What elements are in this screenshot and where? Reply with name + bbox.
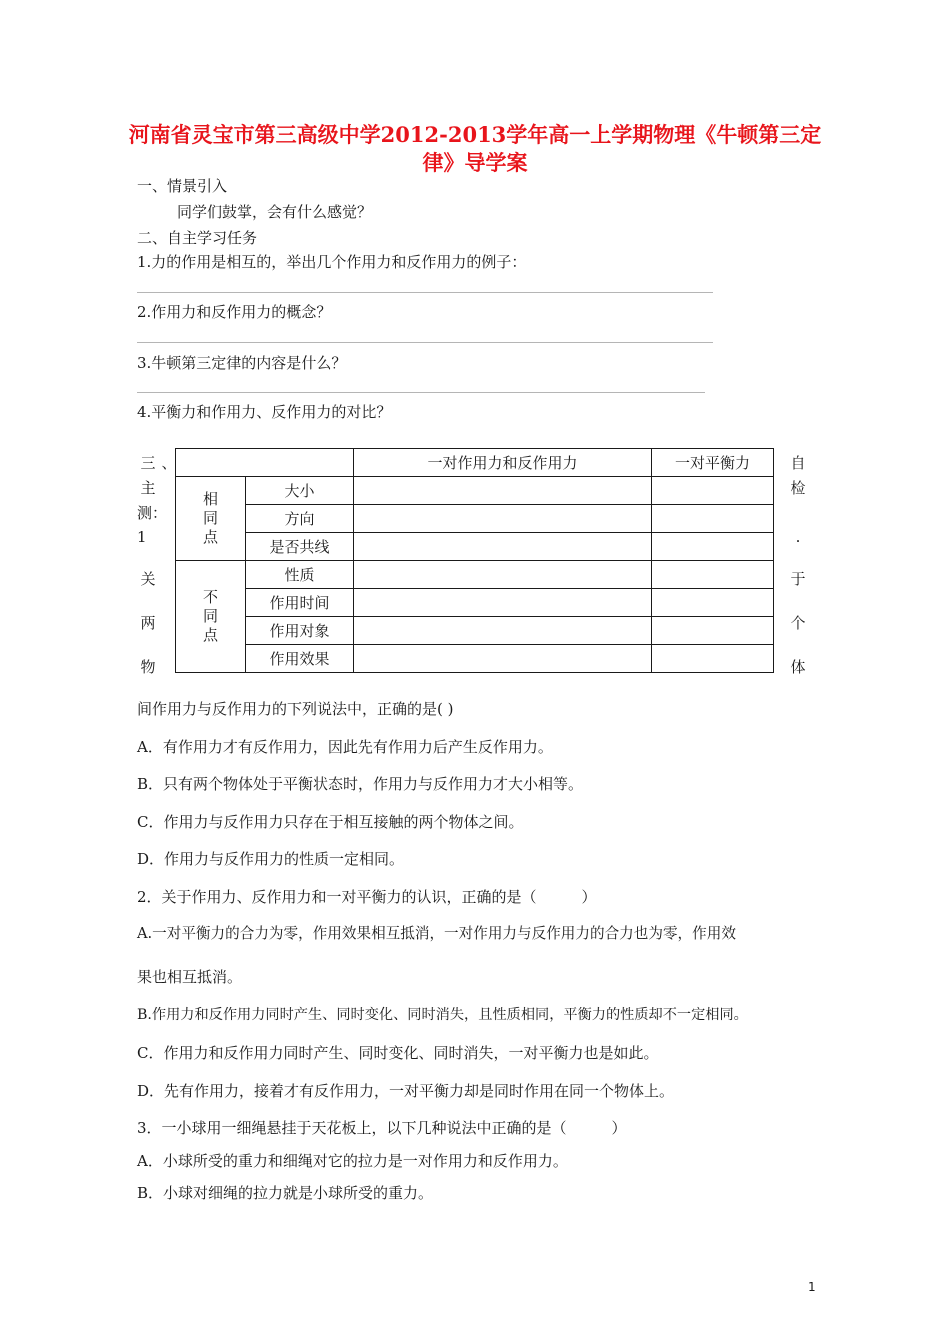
- option: A．小球所受的重力和细绳对它的拉力是一对作用力和反作用力。: [137, 1152, 568, 1170]
- option-continuation: 果也相互抵消。: [137, 968, 243, 986]
- option: B.作用力和反作用力同时产生、同时变化、同时消失，且性质相同，平衡力的性质却不一定相同。: [137, 1007, 748, 1023]
- side-char: 个: [790, 614, 806, 632]
- table-row: [176, 505, 774, 533]
- table-row: [176, 645, 774, 673]
- table-cell: [652, 645, 774, 673]
- option: A.一对平衡力的合力为零，作用效果相互抵消，一对作用力与反作用力的合力也为零，作用效: [137, 925, 736, 942]
- question-3-stem: 3．一小球用一细绳悬挂于天花板上，以下几种说法中正确的是（ ）: [137, 1119, 627, 1137]
- answer-line: [137, 342, 713, 343]
- side-char: 两: [140, 614, 156, 632]
- table-row: [176, 561, 774, 589]
- table-row: [176, 533, 774, 561]
- option: A．有作用力才有反作用力，因此先有作用力后产生反作用力。: [137, 738, 553, 756]
- table-header-cell: 一对平衡力: [652, 449, 774, 477]
- table-cell: [652, 589, 774, 617]
- table-header-cell: 一对作用力和反作用力: [354, 449, 652, 477]
- table-cell: [652, 533, 774, 561]
- option: C．作用力和反作用力同时产生、同时变化、同时消失，一对平衡力也是如此。: [137, 1044, 659, 1062]
- side-char: 三: [140, 454, 156, 472]
- row-label: 作用对象: [246, 617, 354, 645]
- group-same-label: 相同点: [203, 490, 219, 546]
- table-cell: [354, 617, 652, 645]
- table-cell: [354, 589, 652, 617]
- page-number: 1: [808, 1280, 816, 1294]
- table-header-row: [176, 449, 774, 477]
- table-cell: [354, 533, 652, 561]
- side-char: .: [795, 528, 801, 546]
- side-char: 1: [137, 528, 147, 546]
- question-1-stem: 间作用力与反作用力的下列说法中，正确的是( ): [137, 700, 454, 718]
- answer-line: [137, 392, 705, 393]
- question-2: 2.作用力和反作用力的概念？: [137, 303, 332, 321]
- comparison-table: [175, 448, 774, 673]
- option: D．先有作用力，接着才有反作用力，一对平衡力却是同时作用在同一个物体上。: [137, 1082, 675, 1100]
- group-same-cell: [176, 477, 246, 561]
- question-4: 4.平衡力和作用力、反作用力的对比？: [137, 403, 392, 421]
- question-2-stem: 2．关于作用力、反作用力和一对平衡力的认识，正确的是（ ）: [137, 888, 597, 906]
- side-char: 检: [790, 479, 806, 497]
- table-row: [176, 617, 774, 645]
- option: B．只有两个物体处于平衡状态时，作用力与反作用力才大小相等。: [137, 775, 584, 793]
- answer-line: [137, 292, 713, 293]
- side-char: 主: [140, 479, 156, 497]
- side-char: 测：: [137, 504, 168, 522]
- side-char: 关: [140, 570, 156, 588]
- section-1-heading: 一、情景引入: [137, 177, 228, 195]
- table-cell: [652, 561, 774, 589]
- table-header-cell: [176, 449, 354, 477]
- table-cell: [354, 477, 652, 505]
- option: C．作用力与反作用力只存在于相互接触的两个物体之间。: [137, 813, 524, 831]
- row-label: 方向: [246, 505, 354, 533]
- table-cell: [652, 505, 774, 533]
- row-label: 作用效果: [246, 645, 354, 673]
- table-cell: [652, 477, 774, 505]
- side-char: 体: [790, 658, 806, 676]
- side-char: 自: [790, 454, 806, 472]
- question-3: 3.牛顿第三定律的内容是什么？: [137, 354, 347, 372]
- table-cell: [354, 561, 652, 589]
- option: B．小球对细绳的拉力就是小球所受的重力。: [137, 1184, 434, 1202]
- row-label: 性质: [246, 561, 354, 589]
- row-label: 大小: [246, 477, 354, 505]
- question-1: 1.力的作用是相互的，举出几个作用力和反作用力的例子：: [137, 253, 527, 271]
- side-char: 物: [140, 658, 156, 676]
- section-2-heading: 二、自主学习任务: [137, 229, 258, 247]
- row-label: 作用时间: [246, 589, 354, 617]
- group-diff-cell: [176, 561, 246, 673]
- side-char: 于: [790, 570, 806, 588]
- table-cell: [354, 645, 652, 673]
- table-row: [176, 477, 774, 505]
- row-label: 是否共线: [246, 533, 354, 561]
- section-1-question: 同学们鼓掌，会有什么感觉？: [177, 203, 373, 221]
- table-cell: [652, 617, 774, 645]
- side-char: 、: [161, 454, 177, 472]
- group-diff-label: 不同点: [203, 588, 219, 644]
- option: D．作用力与反作用力的性质一定相同。: [137, 850, 405, 868]
- table-row: [176, 589, 774, 617]
- table-cell: [354, 505, 652, 533]
- document-title: 河南省灵宝市第三高级中学2012-2013学年高一上学期物理《牛顿第三定律》导学案: [128, 122, 822, 175]
